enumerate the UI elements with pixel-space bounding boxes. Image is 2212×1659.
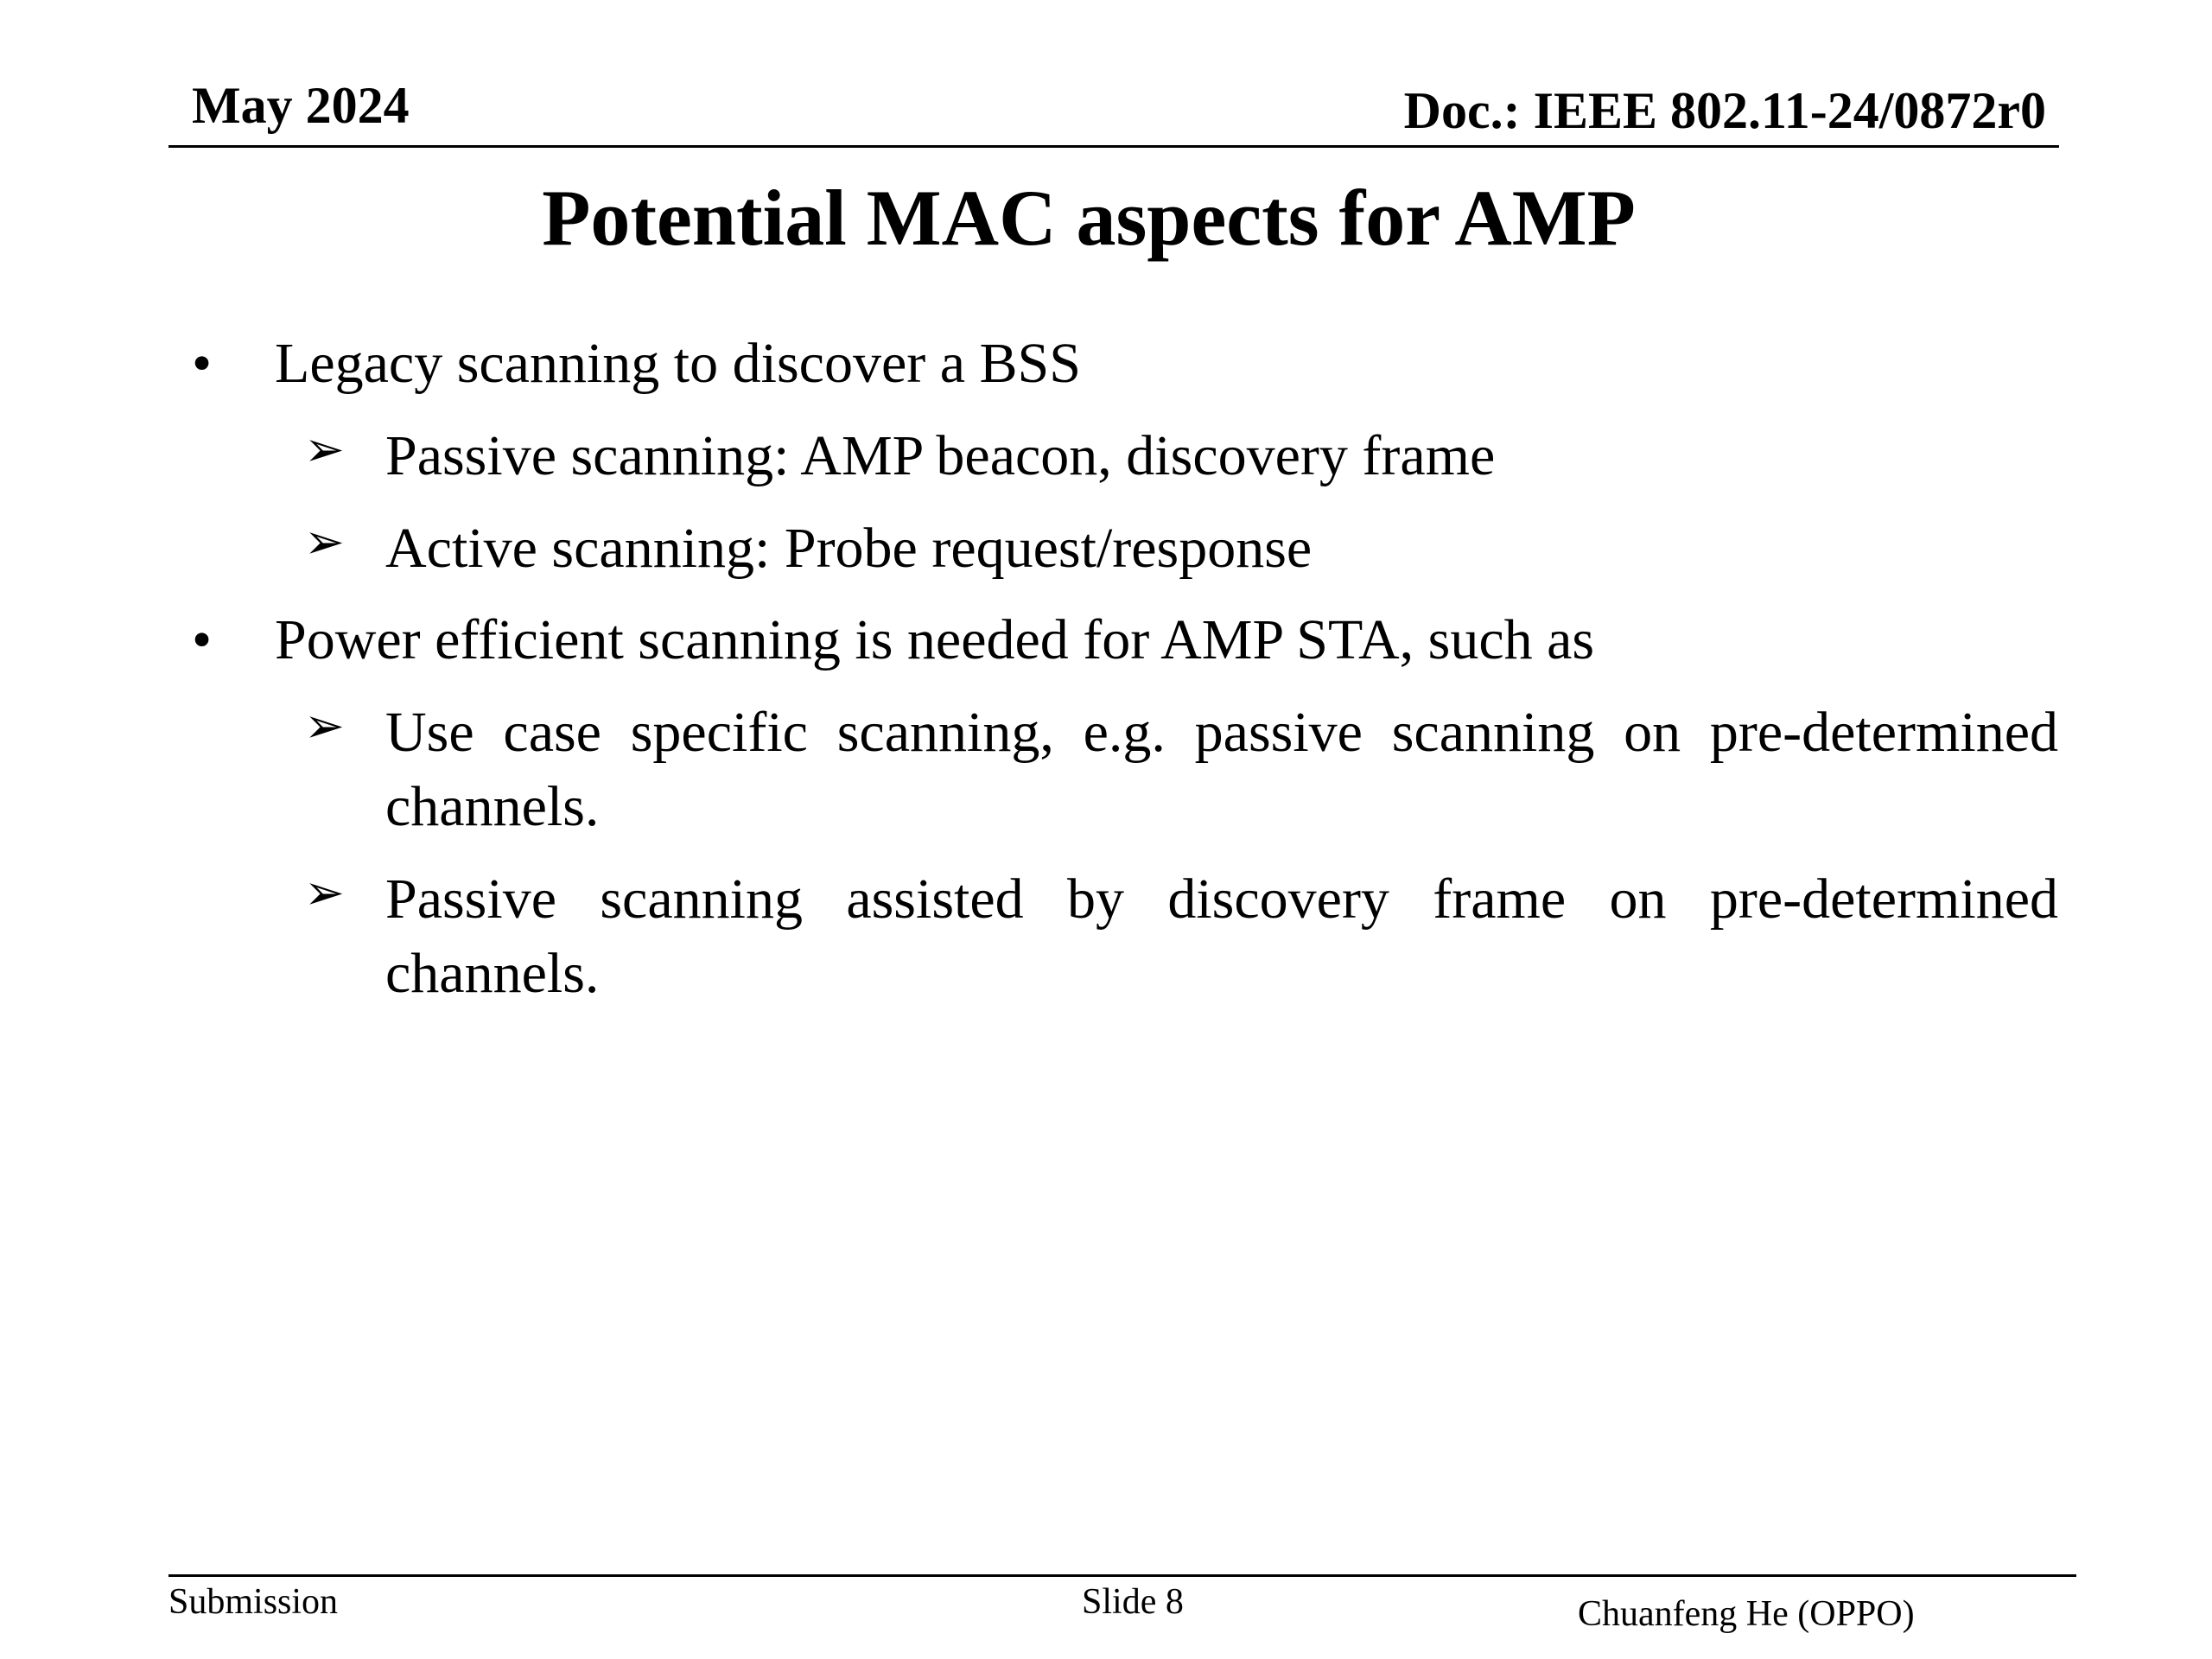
- slide-body: [192, 327, 2058, 1028]
- footer-author: Chuanfeng He (OPPO): [1578, 1594, 1915, 1634]
- footer-slide-number: Slide 8: [1082, 1582, 1184, 1622]
- sub-bullet-text: Active scanning: Probe request/response: [385, 516, 1313, 580]
- arrowhead-bullet-icon: ➢: [304, 864, 345, 921]
- arrowhead-bullet-icon: ➢: [304, 421, 345, 478]
- sub-bullet-text: Use case specific scanning, e.g. passive scanning on pre-determined channels.: [385, 701, 2058, 838]
- bullet-dot-icon: •: [192, 332, 213, 395]
- footer-divider: [168, 1574, 2076, 1577]
- sub-bullet-item: [192, 512, 2058, 586]
- bullet-text: Power efficient scanning is needed for AMP STA, such as: [275, 608, 1595, 672]
- arrowhead-bullet-icon: ➢: [304, 513, 345, 570]
- slide-title: Potential MAC aspects for AMP: [542, 174, 1636, 262]
- bullet-text: Legacy scanning to discover a BSS: [275, 332, 1081, 395]
- bullet-item: [192, 603, 2058, 677]
- bullet-dot-icon: •: [192, 608, 213, 672]
- footer-submission: Submission: [168, 1582, 339, 1622]
- header-divider: [168, 145, 2059, 148]
- arrowhead-bullet-icon: ➢: [304, 698, 345, 755]
- sub-bullet-item: [192, 696, 2058, 844]
- sub-bullet-item: [192, 419, 2058, 493]
- sub-bullet-item: [192, 862, 2058, 1011]
- sub-bullet-text: Passive scanning assisted by discovery frame on pre-determined channels.: [385, 867, 2058, 1005]
- bullet-item: [192, 327, 2058, 401]
- header-doc-id: Doc.: IEEE 802.11-24/0872r0: [1403, 82, 2046, 139]
- sub-bullet-text: Passive scanning: AMP beacon, discovery frame: [385, 423, 1496, 487]
- header-date: May 2024: [192, 77, 410, 134]
